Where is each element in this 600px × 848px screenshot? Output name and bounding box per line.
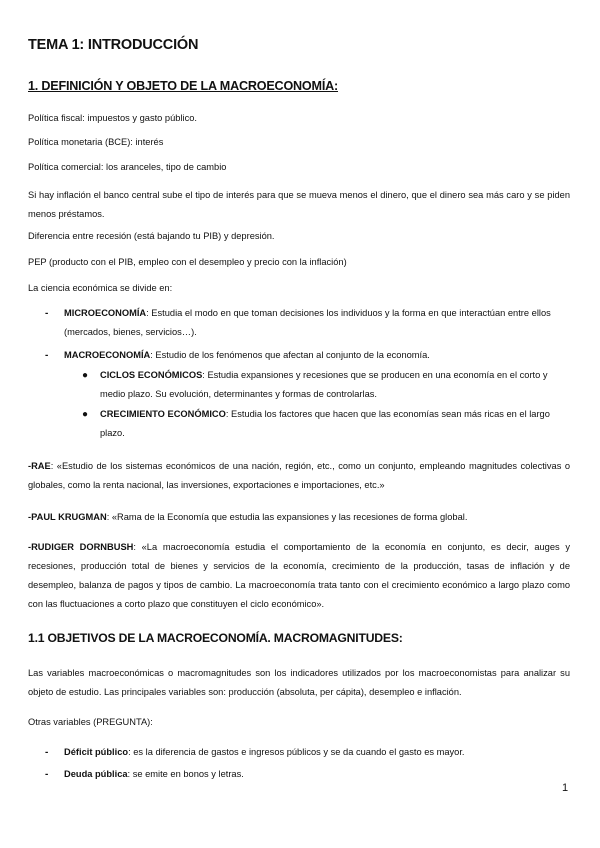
sub-item-ciclos	[100, 366, 570, 404]
section-1-heading: 1. DEFINICIÓN Y OBJETO DE LA MACROECONOMÍA:	[28, 79, 339, 93]
list-bullet: -	[45, 308, 49, 319]
paragraph-ciencia: La ciencia económica se divide en:	[28, 283, 173, 293]
quote-text-dornbush: : «La macroeconomía estudia el comportamiento de la economía en conjunto, es decir, auges y recesiones, producción total de bienes y servicios de la economía, crecimiento de la producción, tasas de inflación y de desempleo, balanza de pagos y tipos de cambio. La macroeconomía trata tanto con el crecimiento económico a largo plazo como con las fluctuaciones a corto plazo que constituyen el ciclo económico».	[28, 542, 570, 609]
term-microeconomia: MICROECONOMÍA	[64, 308, 147, 318]
quote-dornbush	[28, 538, 570, 614]
list-item-deuda	[64, 765, 570, 784]
paragraph-comercial: Política comercial: los aranceles, tipo de cambio	[28, 162, 227, 172]
term-crecimiento-economico: CRECIMIENTO ECONÓMICO	[100, 409, 226, 419]
term-deuda-publica: Deuda pública	[64, 769, 128, 779]
paragraph-inflacion: Si hay inflación el banco central sube el tipo de interés para que se mueva menos el dinero, que el dinero sea más caro y se piden menos préstamos.	[28, 190, 570, 219]
quote-author-krugman: -PAUL KRUGMAN	[28, 512, 107, 522]
term-macroeconomia: MACROECONOMÍA	[64, 350, 151, 360]
list-bullet: -	[45, 769, 49, 780]
list-item-macroeconomia	[64, 346, 570, 365]
sub-list-bullet: ●	[82, 409, 89, 420]
description-deuda-publica: : se emite en bonos y letras.	[127, 769, 244, 779]
paragraph-fiscal: Política fiscal: impuestos y gasto público.	[28, 113, 197, 123]
paragraph-monetaria: Política monetaria (BCE): interés	[28, 137, 164, 147]
description-macroeconomia: : Estudio de los fenómenos que afectan al conjunto de la economía.	[150, 350, 430, 360]
list-bullet: -	[45, 350, 49, 361]
paragraph-macromagnitudes: Las variables macroeconómicas o macromagnitudes son los indicadores utilizados por los macroeconomistas para analizar su objeto de estudio. Las principales variables son: producción (absoluta, per cápita), desempleo e inflación.	[28, 668, 570, 697]
description-microeconomia: : Estudia el modo en que toman decisiones los individuos y la forma en que interactúan entre ellos (mercados, bienes, servicios…).	[64, 308, 551, 337]
description-ciclos-economicos: : Estudia expansiones y recesiones que se producen en una economía en el corto y medio plazo. Su evolución, determinantes y formas de controlarlas.	[100, 370, 548, 399]
section-1-1-heading: 1.1 OBJETIVOS DE LA MACROECONOMÍA. MACROMAGNITUDES:	[28, 631, 403, 645]
list-bullet: -	[45, 747, 49, 758]
sub-list-bullet: ●	[82, 370, 89, 381]
quote-krugman	[28, 508, 570, 527]
paragraph-otras-variables: Otras variables (PREGUNTA):	[28, 717, 153, 727]
quote-author-rae: -RAE	[28, 461, 51, 471]
page-number: 1	[562, 782, 569, 794]
term-ciclos-economicos: CICLOS ECONÓMICOS	[100, 370, 203, 380]
paragraph-pep: PEP (producto con el PIB, empleo con el desempleo y precio con la inflación)	[28, 257, 347, 267]
term-deficit-publico: Déficit público	[64, 747, 129, 757]
quote-rae	[28, 457, 570, 495]
description-deficit-publico: : es la diferencia de gastos e ingresos públicos y se da cuando el gasto es mayor.	[128, 747, 465, 757]
list-item-deficit	[64, 743, 570, 762]
quote-text-krugman: : «Rama de la Economía que estudia las expansiones y las recesiones de forma global.	[106, 512, 468, 522]
document-title: TEMA 1: INTRODUCCIÓN	[28, 37, 199, 53]
description-crecimiento-economico: : Estudia los factores que hacen que las economías sean más ricas en el largo plazo.	[100, 409, 550, 438]
list-item-microeconomia	[64, 304, 570, 342]
paragraph-recesion: Diferencia entre recesión (está bajando tu PIB) y depresión.	[28, 231, 275, 241]
sub-item-crecimiento	[100, 405, 570, 443]
quote-author-dornbush: -RUDIGER DORNBUSH	[28, 542, 134, 552]
quote-text-rae: : «Estudio de los sistemas económicos de una nación, región, etc., como un conjunto, empleando magnitudes colectivas o globales, como la renta nacional, las inversiones, exportaciones e importaciones, etc.»	[28, 461, 570, 490]
